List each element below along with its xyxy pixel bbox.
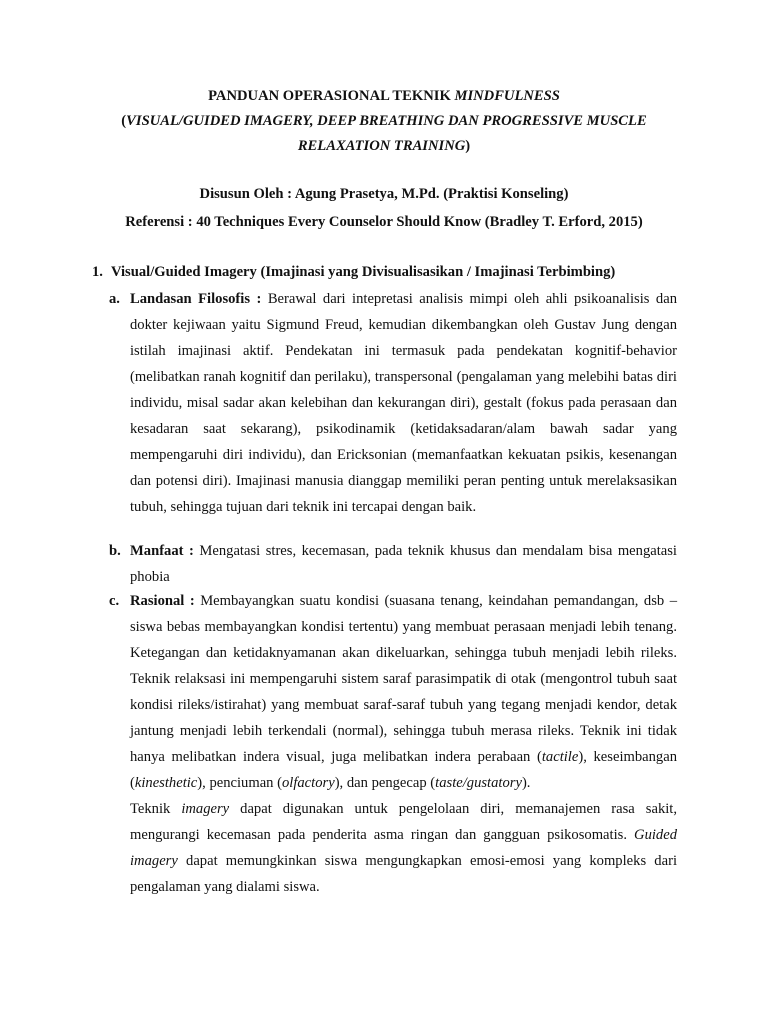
title-close-paren: )	[465, 138, 471, 154]
list-item-body	[130, 588, 677, 900]
term-imagery: imagery	[181, 801, 230, 817]
document-title-line-1	[60, 84, 708, 109]
list-item-letter: a.	[109, 291, 120, 307]
list-item-letter: c.	[109, 593, 120, 609]
reference-line: Referensi : 40 Techniques Every Counselor Should Know (Bradley T. Erford, 2015)	[125, 214, 643, 230]
item-label: Rasional :	[130, 593, 195, 609]
item-text-segment: dapat memungkinkan siswa mengungkapkan emosi-emosi yang kompleks dari pengalaman yang dialami siswa.	[130, 853, 677, 895]
item-text-segment: dapat digunakan untuk pengelolaan diri, memanajemen rasa sakit, mengurangi kecemasan pada penderita asma ringan dan gangguan psikosomatis.	[130, 801, 677, 843]
item-text-segment: ).	[521, 775, 531, 791]
item-text-segment: ), penciuman (	[197, 775, 282, 791]
item-text-segment: Teknik	[130, 801, 182, 817]
title-subtitle-part-1: VISUAL/GUIDED IMAGERY, DEEP BREATHING DAN PROGRESSIVE MUSCLE	[126, 113, 647, 129]
item-label: Manfaat :	[130, 543, 194, 559]
item-text: Berawal dari intepretasi analisis mimpi oleh ahli psikoanalisis dan dokter kejiwaan yaitu Sigmund Freud, kemudian dikembangkan oleh Gustav Jung dengan istilah imajinasi aktif. Pendekatan ini termasuk pada pendekatan kognitif-behavior (melibatkan ranah kognitif dan perilaku), transpersonal (pengalaman yang melebihi batas diri individu, misal sadar akan kelebihan dan kekurangan diri), gestalt (fokus pada perasaan dan kesadaran saat sekarang), psikodinamik (ketidaksadaran/alam bawah sadar yang mempengaruhi diri individu), dan Ericksonian (memanfaatkan kekuatan psikis, kesenangan dan potensi diri). Imajinasi manusia dianggap memiliki peran penting untuk merelaksasikan tubuh, sehingga tujuan dari teknik ini tercapai dengan baik.	[130, 291, 677, 515]
title-subtitle-part-2: RELAXATION TRAINING	[297, 138, 466, 154]
item-text: Membayangkan suatu kondisi (suasana tenang, keindahan pemandangan, dsb – siswa bebas membayangkan kondisi tertentu) yang membuat perasaan menjadi lebih tenang. Ketegangan dan ketidaknyamanan akan dikeluarkan, sehingga tubuh menjadi lebih rileks. Teknik relaksasi ini mempengaruhi sistem saraf parasimpatik di otak (mengontrol tubuh saat kondisi rileks/istirahat) yang membuat saraf-saraf tubuh yang tegang menjadi kendor, detak jantung menjadi lebih terkendali (normal), sehingga tubuh merasa rileks. Teknik ini tidak hanya melibatkan indera visual, juga melibatkan indera perabaan (	[130, 593, 678, 765]
list-item-rasional	[109, 588, 677, 900]
list-item-letter: b.	[109, 543, 121, 559]
section-number: 1.	[92, 264, 103, 280]
item-text-segment: ), keseimbangan (	[130, 749, 677, 791]
item-text-segment: ), dan pengecap (	[334, 775, 436, 791]
term-tactile: tactile	[541, 749, 579, 765]
title-prefix: PANDUAN OPERASIONAL TEKNIK	[208, 88, 455, 104]
term-taste: taste/gustatory	[435, 775, 522, 791]
term-guided-imagery: Guided imagery	[130, 827, 677, 869]
title-open-paren: (	[121, 113, 127, 129]
rasional-paragraph-1	[130, 588, 677, 796]
rasional-paragraph-2	[130, 796, 677, 900]
list-item-manfaat	[109, 538, 677, 590]
list-item-body	[130, 286, 677, 520]
item-label: Landasan Filosofis :	[130, 291, 262, 307]
list-item-body	[130, 538, 677, 590]
title-italic-word: MINDFULNESS	[454, 88, 560, 104]
author-line: Disusun Oleh : Agung Prasetya, M.Pd. (Praktisi Konseling)	[199, 186, 569, 202]
document-title-line-3	[60, 134, 708, 159]
list-item-landasan-filosofis	[109, 286, 677, 520]
term-kinesthetic: kinesthetic	[134, 775, 198, 791]
term-olfactory: olfactory	[281, 775, 335, 791]
section-title: Visual/Guided Imagery (Imajinasi yang Divisualisasikan / Imajinasi Terbimbing)	[111, 264, 616, 280]
document-title-line-2	[60, 109, 708, 134]
item-text: Mengatasi stres, kecemasan, pada teknik khusus dan mendalam bisa mengatasi phobia	[130, 543, 677, 585]
